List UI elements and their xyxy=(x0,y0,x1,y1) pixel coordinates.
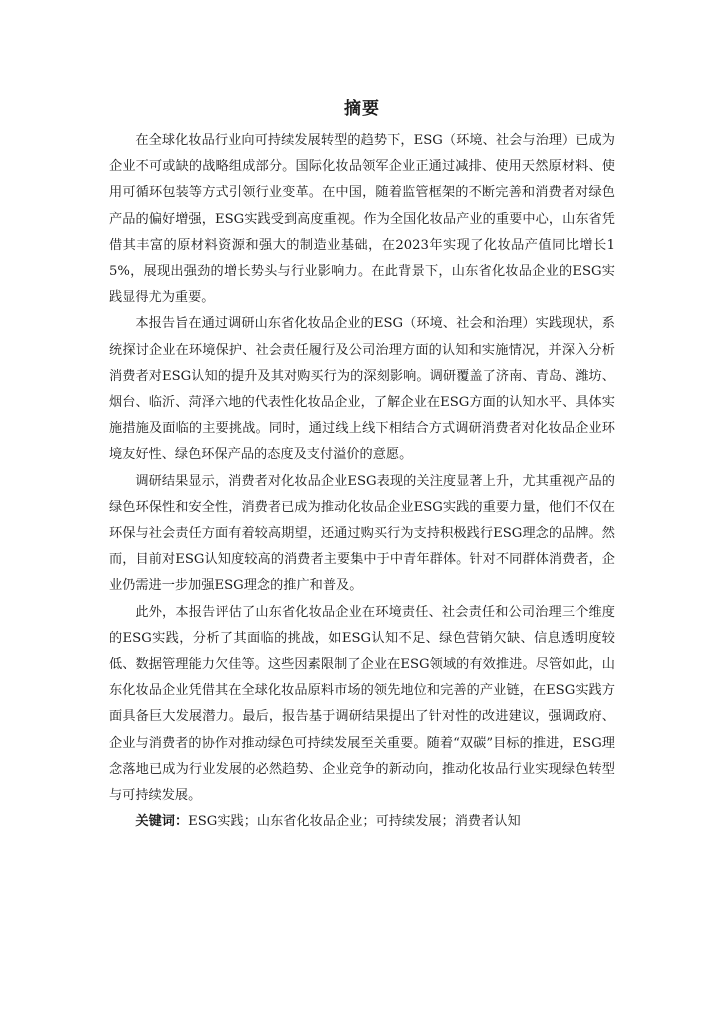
keywords-text: ESG实践；山东省化妆品企业；可持续发展；消费者认知 xyxy=(188,814,521,830)
keywords-line xyxy=(109,809,615,835)
paragraph-4: 此外，本报告评估了山东省化妆品企业在环境责任、社会责任和公司治理三个维度的ESG实践，分析了其面临的挑战，如ESG认知不足、绿色营销欠缺、信息透明度较低、数据管理能力欠佳等。这些因素限制了企业在ESG领域的有效推进。尽管如此，山东化妆品企业凭借其在全球化妆品原料市场的领先地位和完善的产业链，在ESG实践方面具备巨大发展潜力。最后，报告基于调研结果提出了针对性的改进建议，强调政府、企业与消费者的协作对推动绿色可持续发展至关重要。随着“双碳”目标的推进，ESG理念落地已成为行业发展的必然趋势、企业竞争的新动向，推动化妆品行业实现绿色转型与可持续发展。 xyxy=(109,604,615,804)
abstract-body xyxy=(109,128,615,835)
keywords-label: 关键词： xyxy=(135,814,189,830)
paragraph-3: 调研结果显示，消费者对化妆品企业ESG表现的关注度显著上升，尤其重视产品的绿色环保性和安全性，消费者已成为推动化妆品企业ESG实践的重要力量，他们不仅在环保与社会责任方面有着较高期望，还通过购买行为支持积极践行ESG理念的品牌。然而，目前对ESG认知度较高的消费者主要集中于中青年群体。针对不同群体消费者，企业仍需进一步加强ESG理念的推广和普及。 xyxy=(109,473,615,594)
page-title: 摘要 xyxy=(344,99,380,119)
paragraph-2: 本报告旨在通过调研山东省化妆品企业的ESG（环境、社会和治理）实践现状，系统探讨企业在环境保护、社会责任履行及公司治理方面的认知和实施情况，并深入分析消费者对ESG认知的提升及其对购买行为的深刻影响。调研覆盖了济南、青岛、潍坊、烟台、临沂、菏泽六地的代表性化妆品企业，了解企业在ESG方面的认知水平、具体实施措施及面临的主要挑战。同时，通过线上线下相结合方式调研消费者对化妆品企业环境友好性、绿色环保产品的态度及支付溢价的意愿。 xyxy=(109,316,615,463)
paragraph-1: 在全球化妆品行业向可持续发展转型的趋势下，ESG（环境、社会与治理）已成为企业不可或缺的战略组成部分。国际化妆品领军企业正通过减排、使用天然原材料、使用可循环包装等方式引领行业变革。在中国，随着监管框架的不断完善和消费者对绿色产品的偏好增强，ESG实践受到高度重视。作为全国化妆品产业的重要中心，山东省凭借其丰富的原材料资源和强大的制造业基础，在2023年实现了化妆品产值同比增长15%，展现出强劲的增长势头与行业影响力。在此背景下，山东省化妆品企业的ESG实践显得尤为重要。 xyxy=(109,133,615,306)
